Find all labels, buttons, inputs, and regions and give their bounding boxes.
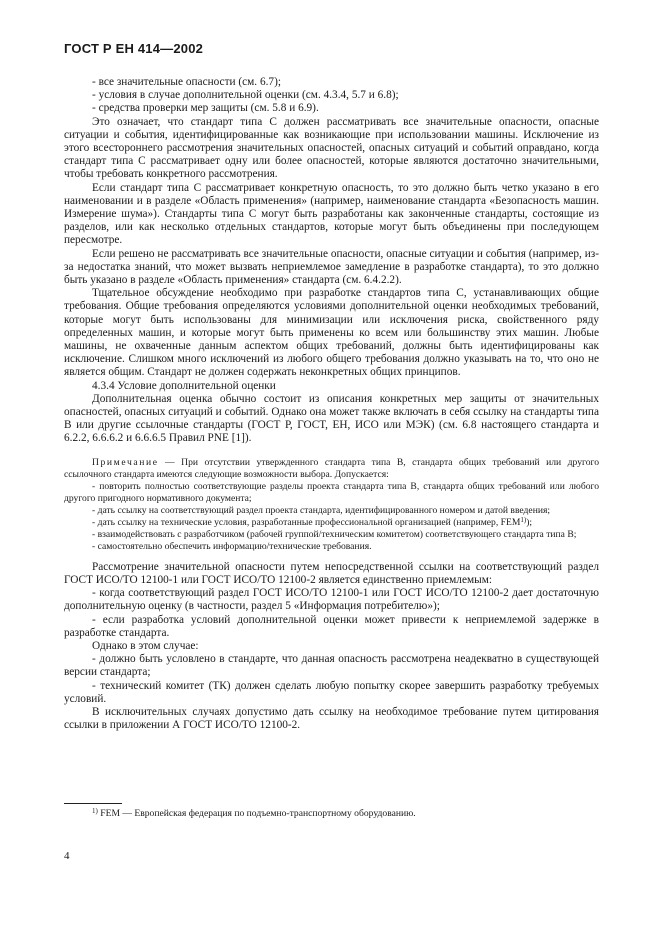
note-intro [64, 457, 599, 481]
note-item: - дать ссылку на соответствующий раздел проекта стандарта, идентифицированного номером и датой введения; [92, 504, 551, 516]
list-item: - условия в случае дополнительной оценки (см. 4.3.4, 5.7 и 6.8); [92, 89, 399, 102]
paragraph: Если стандарт типа С рассматривает конкретную опасность, то это должно быть четко указано в его наименовании и в разделе «Область применения» (например, наименование стандарта «Безопасность машин. Измерение шума»). Стандарты типа С могут быть разработаны как законченные стандарты, состоящие из разделов, или как несколько отдельных стандартов, которые могут быть объединены при последующем пересмотре. [64, 181, 599, 247]
section-heading: 4.3.4 Условие дополнительной оценки [92, 379, 276, 392]
note-item-tail: ); [526, 516, 533, 528]
paragraph: Тщательное обсуждение необходимо при разработке стандартов типа С, устанавливающих общие требования. Общие требования определяются условиями дополнительной оценки необходимых требований, которые могут быть использованы для минимизации или исключения риска, свойственного ряду определенных машин, и которые могут быть применены ко всем или большинству этих машин. Любые машины, не охваченные данным аспектом общих требований, должны быть идентифицированы как исключение. Слишком много исключений из любого общего требования должно указывать на то, что оно не является общим. Стандарт не должен содержать неконкретных общих принципов. [64, 287, 599, 379]
footnote-divider [64, 803, 122, 804]
paragraph: В исключительных случаях допустимо дать ссылку на необходимое требование путем цитирования ссылки в приложении А ГОСТ ИСО/ТО 12100-2. [64, 705, 599, 732]
note-item [64, 517, 599, 529]
note-item-text: - дать ссылку на технические условия, разработанные профессиональной организацией (например, FEM [92, 516, 521, 528]
note-block [64, 457, 599, 553]
note-dash: — [158, 456, 182, 468]
paragraph: Дополнительная оценка обычно состоит из описания конкретных мер защиты от значительных опасностей, опасных ситуаций и событий. Однако она может также включать в себя ссылку на стандарты типа В или другие ссылочные стандарты (ГОСТ Р, ГОСТ, ЕН, ИСО или МЭК) (см. 6.8 настоящего стандарта и 6.2.2, 6.6.6.2 и 6.6.6.5 Правил PNE [1]). [64, 392, 599, 445]
footnote-mark: 1) [92, 807, 98, 815]
list-item: - должно быть условлено в стандарте, что данная опасность рассмотрена неадекватно в существующей версии стандарта; [64, 653, 599, 679]
page-header: ГОСТ Р ЕН 414—2002 [64, 41, 204, 56]
note-intro-text: При отсутствии утвержденного стандарта типа В, стандарта общих требований или другого ссылочного стандарта имеются следующие возможности выбора. Допускается: [64, 456, 599, 480]
page-content [64, 76, 599, 732]
note-item: - повторить полностью соответствующие разделы проекта стандарта типа В, стандарта общих требований или любого другого пригодного нормативного документа; [64, 480, 599, 504]
note-item: - самостоятельно обеспечить информацию/технические требования. [92, 540, 372, 552]
paragraph: Рассмотрение значительной опасности путем непосредственной ссылки на соответствующий раздел ГОСТ ИСО/ТО 12100-1 или ГОСТ ИСО/ТО 12100-2 является единственно приемлемым: [64, 560, 599, 586]
paragraph: Однако в этом случае: [92, 639, 199, 652]
page-number: 4 [64, 850, 70, 862]
footnote-text: FEM — Европейская федерация по подъемно-транспортному оборудованию. [97, 808, 416, 819]
note-label: Примечание [92, 456, 159, 468]
note-item: - взаимодействовать с разработчиком (рабочей группой/техническим комитетом) соответствующего стандарта типа В; [92, 528, 577, 540]
list-item: - когда соответствующий раздел ГОСТ ИСО/ТО 12100-1 или ГОСТ ИСО/ТО 12100-2 дает достаточную дополнительную оценку (в частности, раздел 5 «Информация потребителю»); [64, 587, 599, 613]
paragraph: Если решено не рассматривать все значительные опасности, опасные ситуации и события (например, из-за недостатка знаний, что может вызвать неприемлемое замедление в разработке стандарта), то это должно быть указано в разделе «Область применения» стандарта (см. 6.4.2.2). [64, 247, 599, 287]
list-item: - средства проверки мер защиты (см. 5.8 и 6.9). [92, 102, 319, 115]
list-item: - все значительные опасности (см. 6.7); [92, 76, 281, 88]
list-item: - если разработка условий дополнительной оценки может привести к неприемлемой задержке в разработке стандарта. [64, 613, 599, 639]
paragraph: Это означает, что стандарт типа С должен рассматривать все значительные опасности, опасные ситуации и события, идентифицированные как возникающие при использовании машины. Исключение из этого всестороннего рассмотрения значительных опасностей, опасных ситуаций и событий оправдано, когда стандарт типа С рассматривает одну или более опасностей, которые являются достаточно значительными, чтобы требовать конкретного рассмотрения. [64, 115, 599, 181]
footnote [64, 808, 599, 820]
footnote-reference: 1) [520, 515, 527, 524]
list-item: - технический комитет (ТК) должен сделать любую попытку скорее завершить разработку требуемых условий. [64, 679, 599, 705]
